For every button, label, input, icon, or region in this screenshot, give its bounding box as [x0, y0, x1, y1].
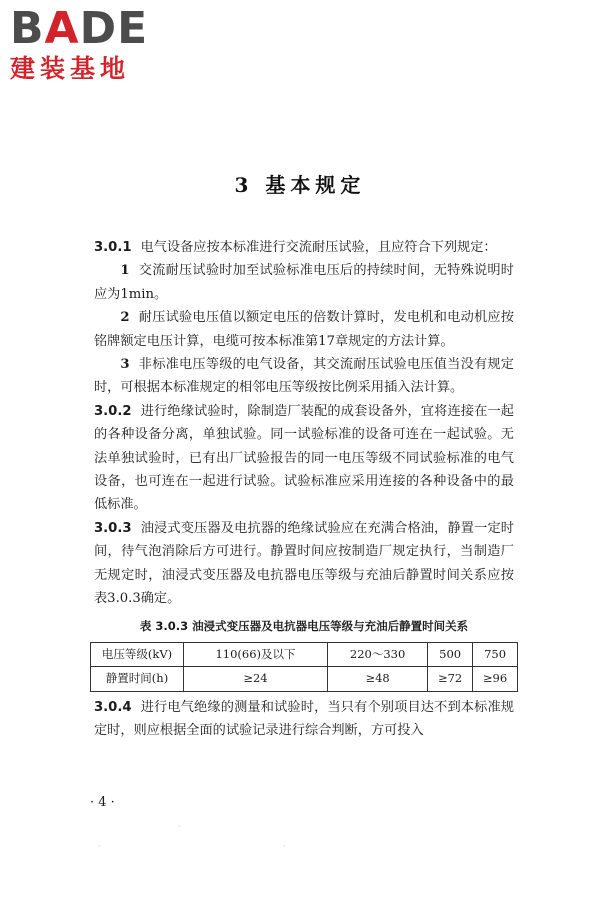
clause-3-0-3 — [94, 517, 514, 611]
table-cell: 500 — [428, 642, 473, 666]
clause-text: 电气设备应按本标准进行交流耐压试验，且应符合下列规定： — [140, 240, 497, 255]
clause-3-0-2 — [94, 400, 514, 517]
scan-speck: · — [178, 822, 181, 831]
table-cell: ≥48 — [327, 667, 427, 691]
table-cell: 220～330 — [327, 642, 427, 666]
chapter-title: 3 基本规定 — [234, 173, 366, 197]
clause-number: 3.0.2 — [94, 403, 132, 419]
clause-3-0-4 — [94, 696, 514, 743]
clause-text: 油浸式变压器及电抗器的绝缘试验应在充满合格油，静置一定时间，待气泡消除后方可进行。静置时间应按制造厂规定执行，当制造厂无规定时，油浸式变压器及电抗器电压等级与充油后静置时间关系应按表3.0.3确定。 — [94, 520, 514, 607]
table-cell: ≥96 — [473, 667, 518, 691]
bade-logo — [10, 3, 149, 84]
table-cell: 750 — [473, 642, 518, 666]
logo-wordmark: BADE — [10, 3, 149, 54]
clause-3-0-1-item-1: 1 交流耐压试验时加至试验标准电压后的持续时间，无特殊说明时应为1min。 — [94, 263, 514, 302]
table-row-label: 电压等级(kV) — [91, 642, 184, 666]
scan-speck: · — [98, 842, 101, 851]
clause-number: 3.0.3 — [94, 520, 132, 536]
clause-3-0-1 — [94, 236, 514, 259]
voltage-standing-time-table — [90, 642, 518, 692]
clause-3-0-1-item-2: 2 耐压试验电压值以额定电压的倍数计算时，发电机和电动机应按铭牌额定电压计算，电缆可按本标准第17章规定的方法计算。 — [94, 310, 514, 349]
table-cell: ≥72 — [428, 667, 473, 691]
table-cell: ≥24 — [184, 667, 328, 691]
table-row — [91, 642, 518, 666]
page-number: · 4 · — [90, 795, 115, 810]
table-caption: 表 3.0.3 油浸式变压器及电抗器电压等级与充油后静置时间关系 — [139, 618, 469, 633]
logo-subtitle: 建装基地 — [10, 54, 131, 83]
clause-3-0-1-item-3: 3 非标准电压等级的电气设备，其交流耐压试验电压值当没有规定时，可根据本标准规定的相邻电压等级按比例采用插入法计算。 — [94, 357, 514, 396]
table-cell: 110(66)及以下 — [184, 642, 328, 666]
table-row — [91, 667, 518, 691]
table-row-label: 静置时间(h) — [91, 667, 184, 691]
clause-text: 进行电气绝缘的测量和试验时，当只有个别项目达不到本标准规定时，则应根据全面的试验记录进行综合判断，方可投入 — [94, 699, 514, 739]
clause-number: 3.0.4 — [94, 699, 132, 715]
document-body — [94, 236, 514, 743]
scan-speck: · — [283, 842, 286, 851]
clause-text: 进行绝缘试验时，除制造厂装配的成套设备外，宜将连接在一起的各种设备分离，单独试验。同一试验标准的设备可连在一起试验。无法单独试验时，已有出厂试验报告的同一电压等级不同试验标准的电气设备，也可连在一起进行试验。试验标准应采用连接的各种设备中的最低标准。 — [94, 403, 514, 513]
clause-number: 3.0.1 — [94, 240, 132, 255]
